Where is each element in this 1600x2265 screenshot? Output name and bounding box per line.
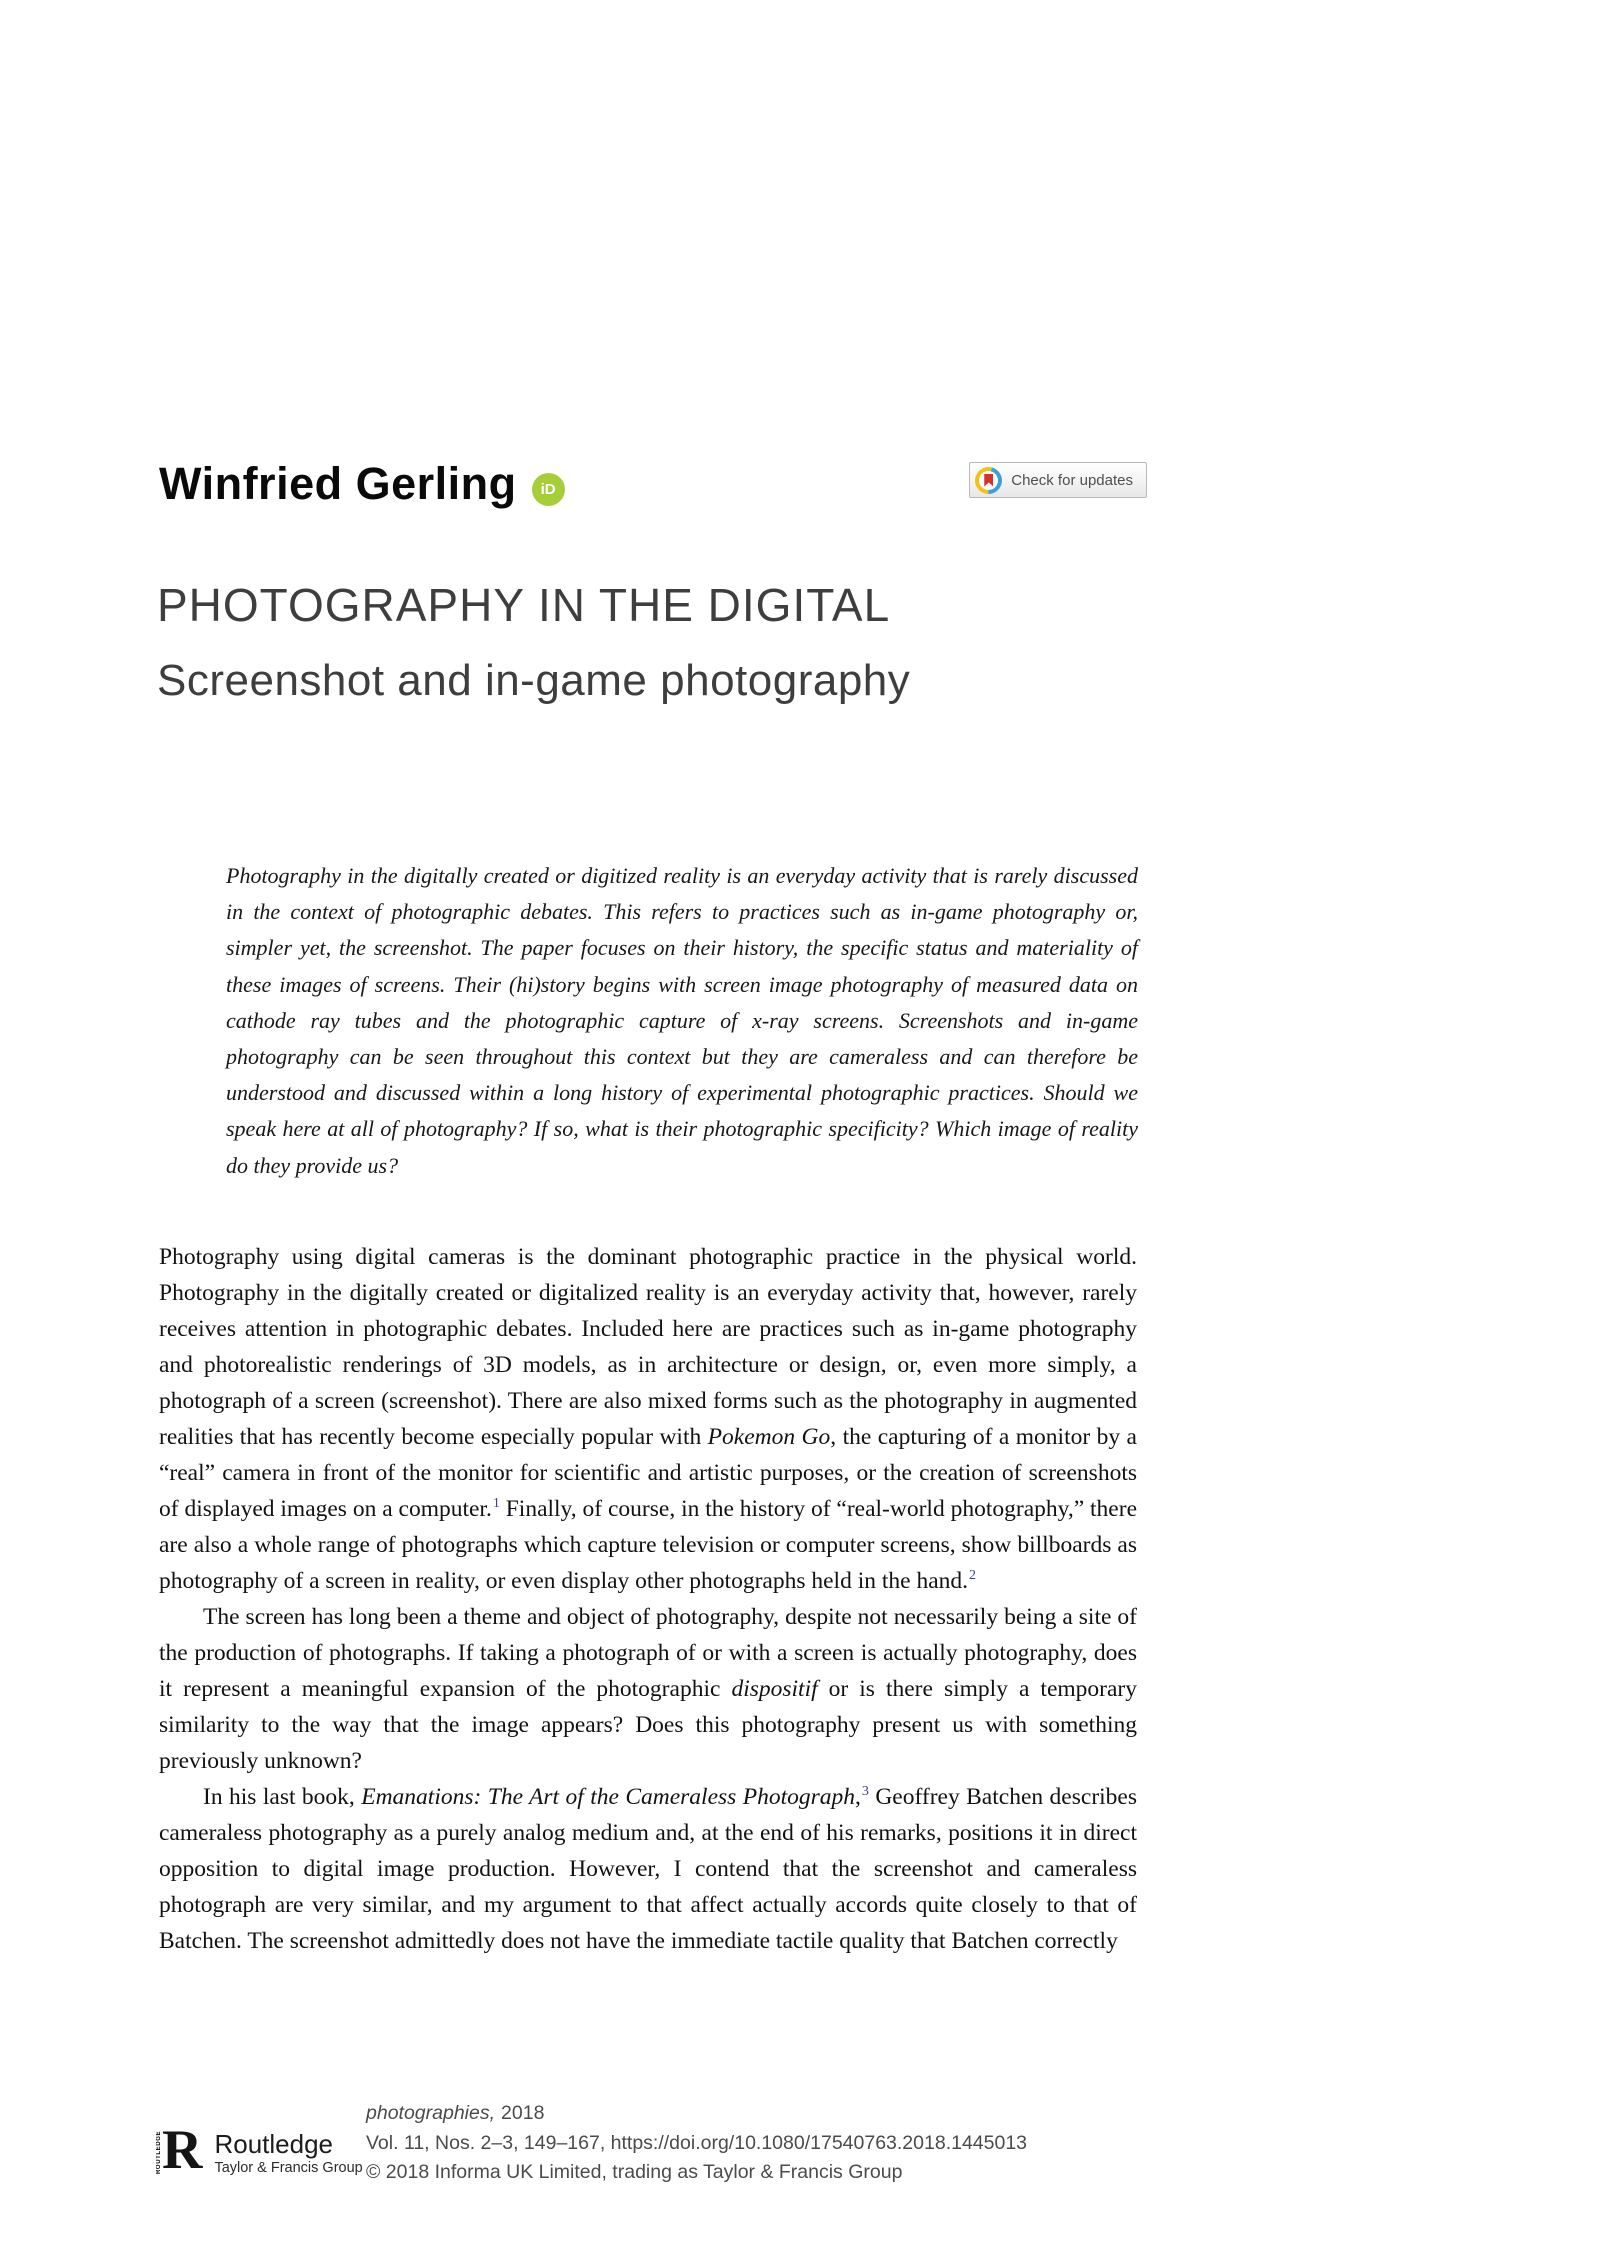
author-block [159, 458, 565, 510]
author-row [159, 458, 1147, 510]
text-segment: Pokemon Go [707, 1424, 831, 1450]
footnote-marker[interactable]: 2 [969, 1568, 976, 1584]
routledge-vertical-text: ROUTLEDGE [156, 2130, 162, 2174]
routledge-logo-mark [156, 2119, 203, 2181]
volume-doi-line [366, 2129, 1027, 2159]
text-segment: Emanations: The Art of the Cameraless Photograph [361, 1784, 856, 1810]
body-text [159, 1239, 1137, 1959]
paragraph [159, 1239, 1137, 1599]
text-segment: Finally, of course, in the history of “real-world photography,” there are also a whole range of photographs which capture television or computer screens, show billboards as photography of a screen in reality, or even display other photographs held in the hand. [159, 1496, 1137, 1594]
copyright-line: © 2018 Informa UK Limited, trading as Taylor & Francis Group [366, 2161, 903, 2183]
footnote-marker[interactable]: 3 [861, 1784, 869, 1800]
volume-info: Vol. 11, Nos. 2–3, 149–167, [366, 2131, 611, 2154]
check-for-updates-button[interactable] [969, 462, 1147, 498]
crossmark-icon [975, 467, 1002, 494]
text-segment: In his last book, [203, 1784, 362, 1810]
article-subtitle: Screenshot and in-game photography [157, 656, 911, 705]
footnote-marker[interactable]: 1 [492, 1496, 500, 1512]
journal-year: 2018 [501, 2102, 545, 2124]
text-segment: Geoffrey Batchen describes cameraless photography as a purely analog medium and, at the end of his remarks, positions it in direct opposition to digital image production. However, I contend that the screenshot and cameraless photograph are very similar, and my argument to that affect actually accords quite closely to that of Batchen. The screenshot admittedly does not have the immediate tactile quality that Batchen correctly [159, 1784, 1137, 1954]
publisher-name-block [214, 2126, 362, 2177]
text-segment: , the capturing of a monitor by a “real” camera in front of the monitor for scientific and artistic purposes, or the creation of screenshots of displayed images on a computer. [159, 1424, 1137, 1522]
text-segment: dispositif [731, 1676, 818, 1702]
publisher-name: Routledge [214, 2129, 333, 2159]
publisher-group: Taylor & Francis Group [214, 2160, 363, 2176]
check-for-updates-label: Check for updates [1011, 471, 1133, 489]
paragraph [159, 1599, 1137, 1779]
doi-link[interactable]: https://doi.org/10.1080/17540763.2018.1445013 [610, 2131, 1028, 2154]
crossmark-inner-circle [979, 471, 998, 490]
text-segment: The screen has long been a theme and object of photography, despite not necessarily being a site of the production of photographs. If taking a photograph of or with a screen is actually photography, does it represent a meaningful expansion of the photographic [159, 1604, 1137, 1702]
abstract: Photography in the digitally created or digitized reality is an everyday activity that is rarely discussed in the context of photographic debates. This refers to practices such as in-game photography or, simpler yet, the screenshot. The paper focuses on their history, the specific status and materiality of these images of screens. Their (hi)story begins with screen image photography of measured data on cathode ray tubes and the photographic capture of x-ray screens. Screenshots and in-game photography can be seen throughout this context but they are cameraless and can therefore be understood and discussed within a long history of experimental photographic practices. Should we speak here at all of photography? If so, what is their photographic specificity? Which image of reality do they provide us? [226, 863, 1138, 1178]
text-segment: Photography using digital cameras is the dominant photographic practice in the physical world. Photography in the digitally created or digitalized reality is an everyday activity that, however, rarely receives attention in photographic debates. Included here are practices such as in-game photography and photorealistic renderings of 3D models, as in architecture or design, or, even more simply, a photograph of a screen (screenshot). There are also mixed forms such as the photography in augmented realities that has recently become especially popular with [159, 1244, 1137, 1450]
orcid-icon[interactable]: iD [532, 473, 565, 506]
article-title: PHOTOGRAPHY IN THE DIGITAL [157, 579, 891, 631]
journal-line [366, 2099, 1027, 2129]
publisher-logo [156, 2119, 363, 2181]
paragraph [159, 1779, 1137, 1959]
routledge-r-icon: R [162, 2119, 203, 2181]
text-segment: , [855, 1784, 861, 1810]
bookmark-icon [984, 474, 993, 487]
text-segment: or is there simply a temporary similarity to the way that the image appears? Does this photography present us with something previously unknown? [159, 1676, 1137, 1774]
author-name: Winfried Gerling [159, 458, 517, 509]
imprint-block [366, 2099, 1027, 2188]
journal-name: photographies, [366, 2102, 496, 2124]
title-block [157, 579, 910, 705]
